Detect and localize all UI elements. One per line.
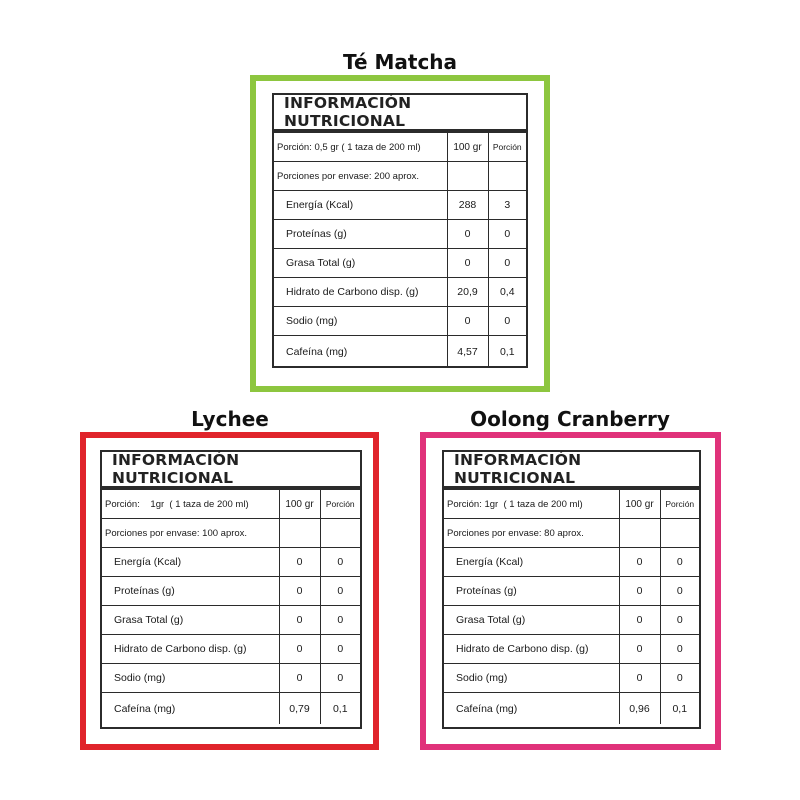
- value-100g: 0: [279, 606, 320, 635]
- value-100g: 0: [619, 606, 660, 635]
- value-portion: 0: [320, 635, 360, 664]
- nutrient-label: Grasa Total (g): [102, 606, 279, 635]
- table-row: [102, 577, 360, 606]
- table-row: [274, 191, 526, 220]
- matcha-label-header: INFORMACIÓN NUTRICIONAL: [274, 95, 526, 133]
- table-row: [444, 519, 699, 548]
- nutrient-label: Proteínas (g): [274, 220, 447, 249]
- portion-label: Porción: 1gr ( 1 taza de 200 ml): [102, 490, 279, 519]
- nutrient-label: Cafeína (mg): [444, 693, 619, 725]
- nutrient-label: Cafeína (mg): [274, 336, 447, 368]
- value-100g: 0: [279, 548, 320, 577]
- servings-label: Porciones por envase: 100 aprox.: [102, 519, 279, 548]
- value-portion: 0: [320, 577, 360, 606]
- nutrient-label: Hidrato de Carbono disp. (g): [444, 635, 619, 664]
- table-row: [444, 577, 699, 606]
- lychee-title: Lychee: [191, 407, 269, 431]
- nutrient-label: Sodio (mg): [102, 664, 279, 693]
- value-100g: 20,9: [447, 278, 488, 307]
- col-100g-header: 100 gr: [447, 133, 488, 162]
- value-portion: 0,1: [320, 693, 360, 725]
- matcha-nutrition-table: [274, 133, 526, 367]
- table-row: [274, 162, 526, 191]
- nutrient-label: Grasa Total (g): [274, 249, 447, 278]
- value-100g: 0: [279, 577, 320, 606]
- table-row: [274, 278, 526, 307]
- table-row: [444, 635, 699, 664]
- nutrient-label: Energía (Kcal): [274, 191, 447, 220]
- table-row: [444, 606, 699, 635]
- value-portion: 0: [320, 548, 360, 577]
- oolong-label-header: INFORMACIÓN NUTRICIONAL: [444, 452, 699, 490]
- value-100g: 0: [619, 664, 660, 693]
- lychee-label-header: INFORMACIÓN NUTRICIONAL: [102, 452, 360, 490]
- value-100g: 0: [279, 664, 320, 693]
- oolong-nutrition-table: [444, 490, 699, 724]
- table-row: [274, 307, 526, 336]
- value-100g: 0: [279, 635, 320, 664]
- matcha-nutrition-label: [272, 93, 528, 368]
- table-row: [274, 249, 526, 278]
- value-100g: 4,57: [447, 336, 488, 368]
- value-portion: 0: [320, 664, 360, 693]
- value-100g: 0: [619, 548, 660, 577]
- value-100g: 0: [447, 249, 488, 278]
- oolong-nutrition-label: [442, 450, 701, 729]
- portion-label: Porción: 1gr ( 1 taza de 200 ml): [444, 490, 619, 519]
- col-100g-header: 100 gr: [619, 490, 660, 519]
- value-100g: 0: [619, 577, 660, 606]
- table-row: [444, 490, 699, 519]
- table-row: [102, 490, 360, 519]
- table-row: [444, 548, 699, 577]
- value-100g: 288: [447, 191, 488, 220]
- nutrient-label: Energía (Kcal): [444, 548, 619, 577]
- lychee-nutrition-table: [102, 490, 360, 724]
- table-row: [444, 664, 699, 693]
- value-portion: 0,1: [660, 693, 699, 725]
- servings-label: Porciones por envase: 80 aprox.: [444, 519, 619, 548]
- value-portion: 0: [660, 635, 699, 664]
- col-portion-header: Porción: [488, 133, 526, 162]
- oolong-title: Oolong Cranberry: [470, 407, 670, 431]
- table-row: [102, 548, 360, 577]
- table-row: [444, 693, 699, 725]
- nutrient-label: Cafeína (mg): [102, 693, 279, 725]
- nutrient-label: Sodio (mg): [444, 664, 619, 693]
- nutrient-label: Sodio (mg): [274, 307, 447, 336]
- nutrient-label: Grasa Total (g): [444, 606, 619, 635]
- table-row: [274, 133, 526, 162]
- table-row: [102, 606, 360, 635]
- value-portion: 0: [488, 307, 526, 336]
- lychee-nutrition-label: [100, 450, 362, 729]
- table-row: [102, 635, 360, 664]
- nutrient-label: Energía (Kcal): [102, 548, 279, 577]
- value-portion: 0: [660, 606, 699, 635]
- value-100g: 0: [619, 635, 660, 664]
- nutrient-label: Hidrato de Carbono disp. (g): [102, 635, 279, 664]
- table-row: [274, 336, 526, 368]
- table-row: [102, 519, 360, 548]
- value-portion: 0: [488, 220, 526, 249]
- value-portion: 0: [660, 577, 699, 606]
- value-portion: 3: [488, 191, 526, 220]
- value-100g: 0,96: [619, 693, 660, 725]
- col-portion-header: Porción: [320, 490, 360, 519]
- value-portion: 0: [660, 664, 699, 693]
- table-row: [102, 693, 360, 725]
- nutrient-label: Hidrato de Carbono disp. (g): [274, 278, 447, 307]
- value-100g: 0: [447, 220, 488, 249]
- value-portion: 0: [660, 548, 699, 577]
- table-row: [102, 664, 360, 693]
- servings-label: Porciones por envase: 200 aprox.: [274, 162, 447, 191]
- col-portion-header: Porción: [660, 490, 699, 519]
- value-portion: 0,1: [488, 336, 526, 368]
- value-portion: 0: [488, 249, 526, 278]
- nutrient-label: Proteínas (g): [444, 577, 619, 606]
- value-100g: 0,79: [279, 693, 320, 725]
- value-portion: 0,4: [488, 278, 526, 307]
- table-row: [274, 220, 526, 249]
- matcha-title: Té Matcha: [342, 50, 458, 74]
- portion-label: Porción: 0,5 gr ( 1 taza de 200 ml): [274, 133, 447, 162]
- value-100g: 0: [447, 307, 488, 336]
- col-100g-header: 100 gr: [279, 490, 320, 519]
- nutrient-label: Proteínas (g): [102, 577, 279, 606]
- value-portion: 0: [320, 606, 360, 635]
